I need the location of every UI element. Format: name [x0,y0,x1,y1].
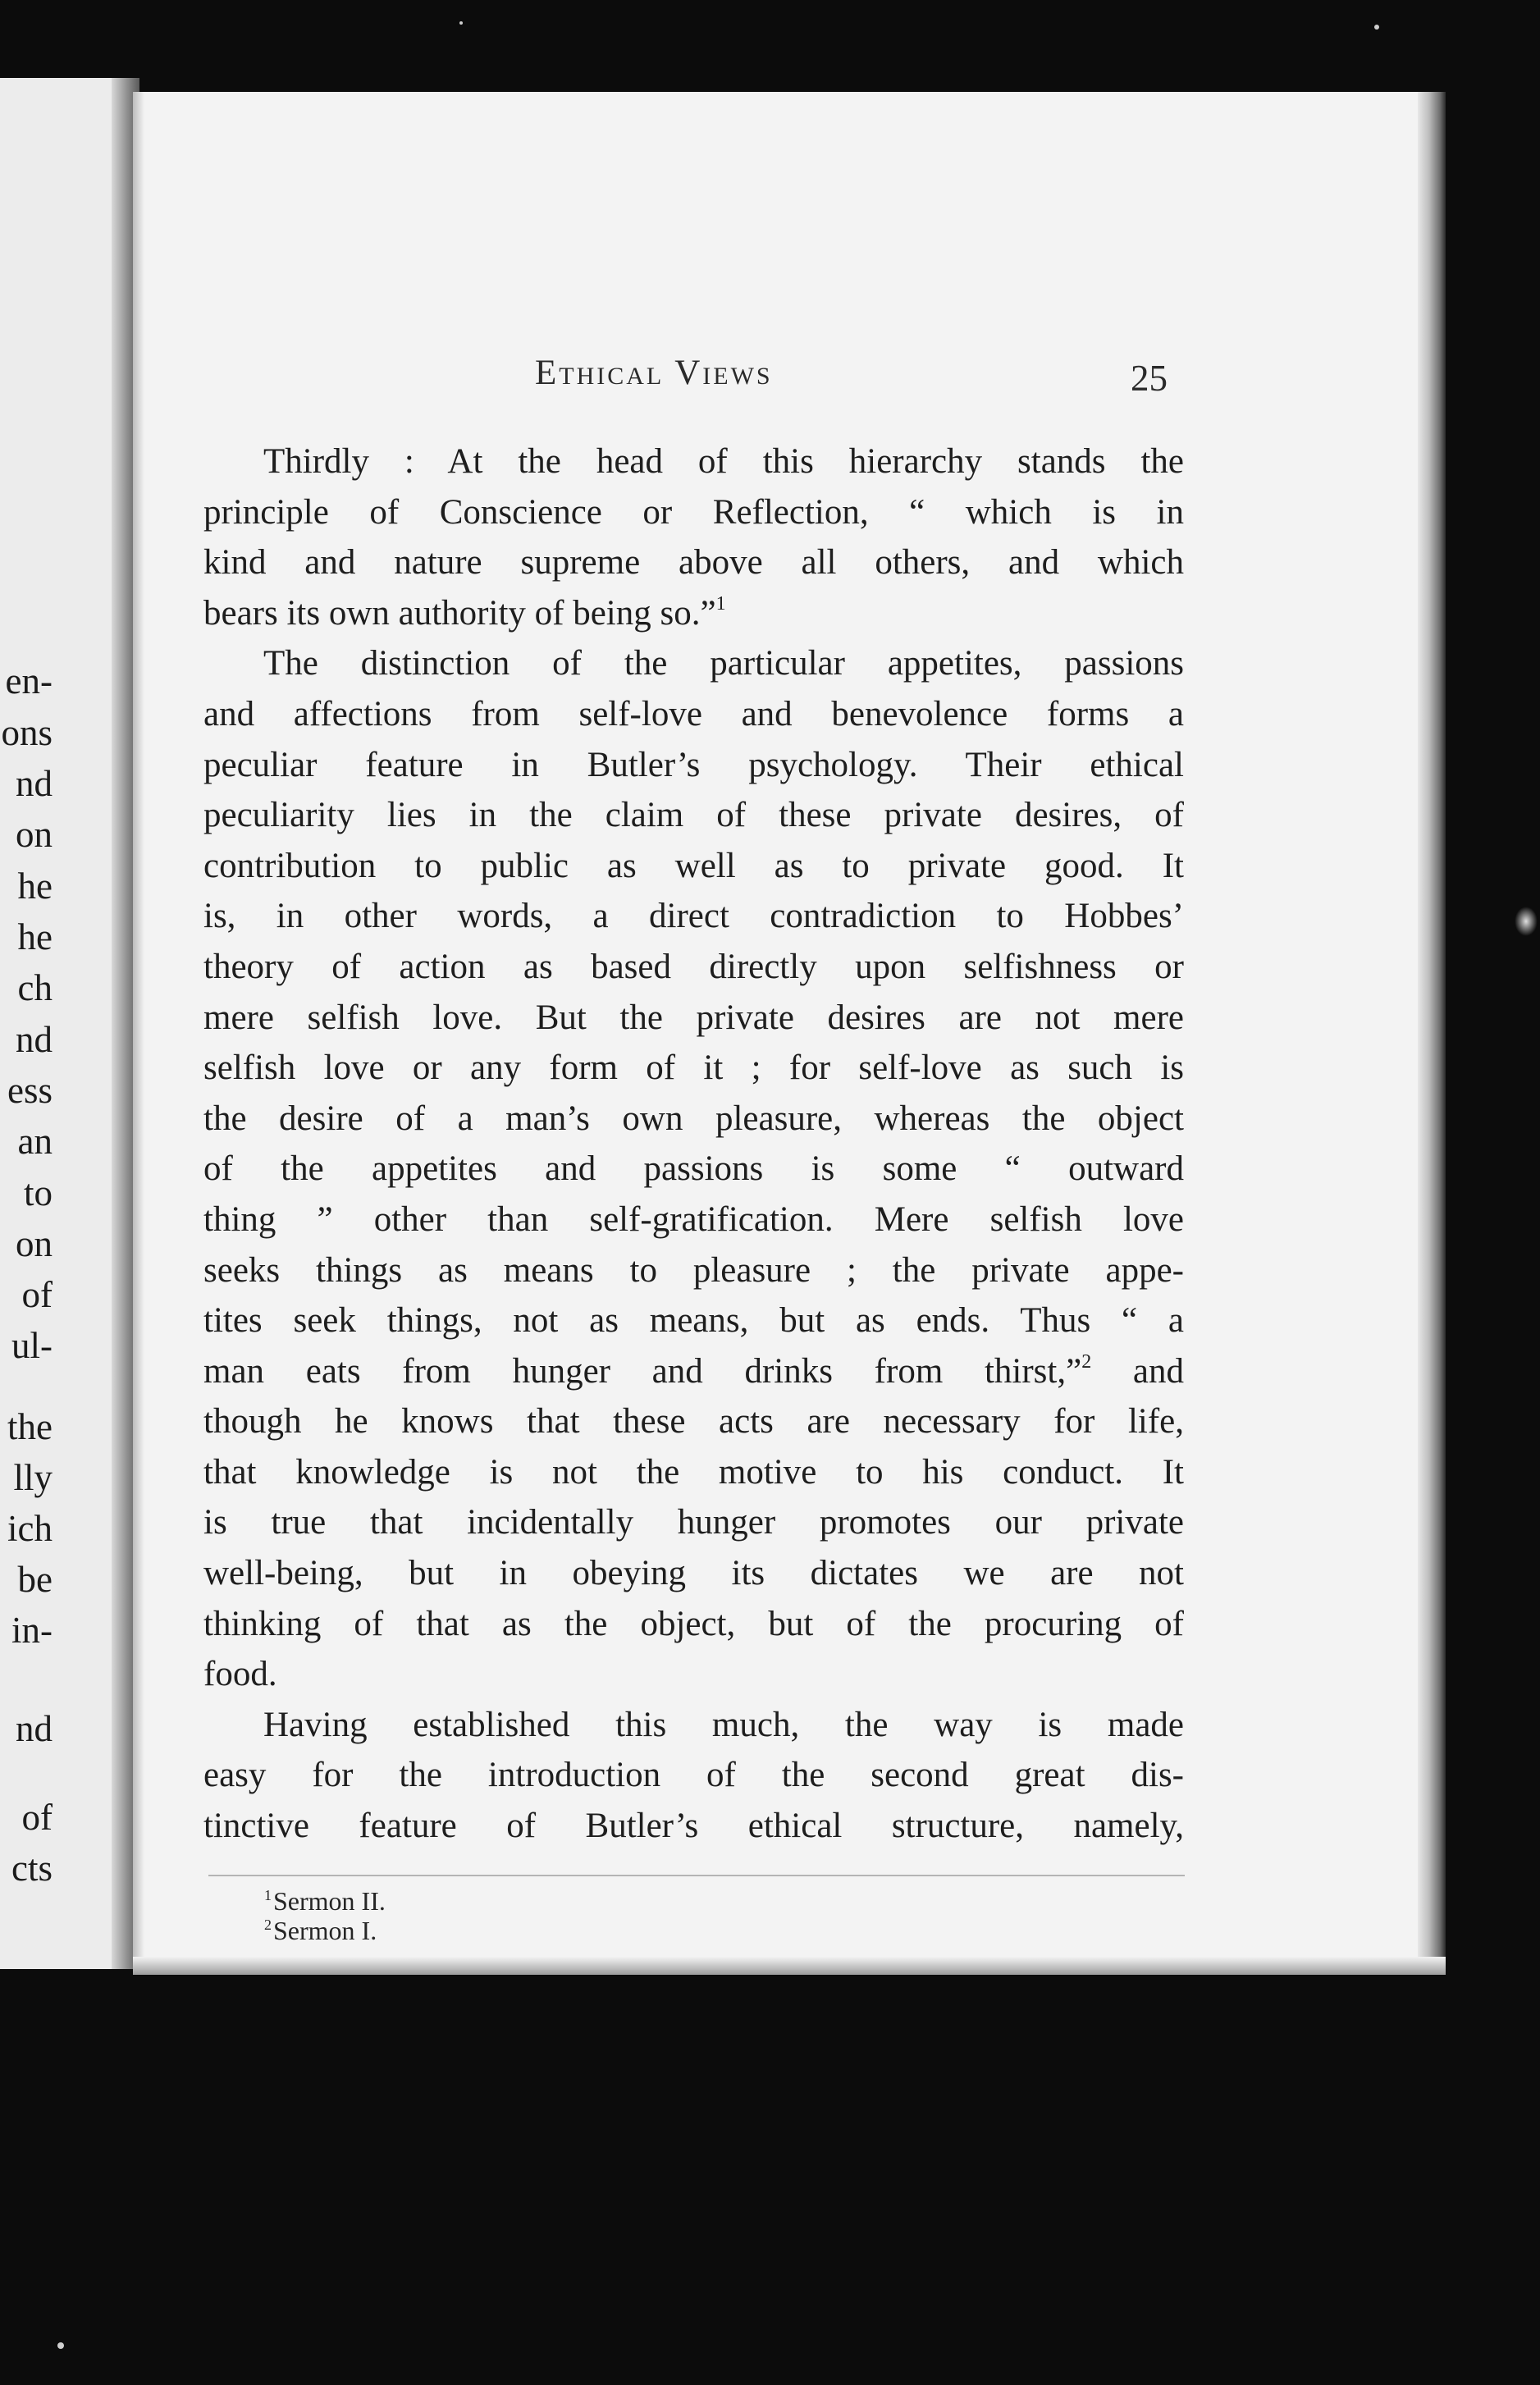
previous-page-text-fragments [0,78,115,1969]
running-head [133,353,1446,410]
text-line: contribution to public as well as to private good. It [203,846,1184,885]
text-line: the desire of a man’s own pleasure, whereas the object [203,1099,1184,1138]
previous-page-fragment: to [23,1172,53,1213]
running-title: Ethical Views [535,354,773,392]
previous-page-fragment: be [17,1559,53,1600]
text-line-content: man eats from hunger and drinks from thirst,” [203,1351,1082,1391]
previous-page-edge [0,78,139,1969]
text-line-content: bears its own authority of being so.” [203,593,716,633]
previous-page-fragment: ess [7,1070,53,1111]
previous-page-fragment: nd [16,1708,53,1749]
text-line: food. [203,1655,277,1694]
previous-page-fragment: ch [17,967,53,1008]
previous-page-fragment: cts [11,1848,53,1889]
text-line [203,588,1184,639]
text-line: Having established this much, the way is made [263,1705,1184,1744]
footnote-rule [208,1875,1185,1876]
book-page [133,92,1446,1975]
footnote-mark: 2 [264,1917,272,1933]
previous-page-fragment: of [21,1274,53,1315]
text-line: and affections from self-love and benevolence forms a [203,694,1184,733]
text-line: thing ” other than self-gratification. Mere selfish love [203,1199,1184,1239]
text-line: is, in other words, a direct contradiction to Hobbes’ [203,897,1184,936]
text-line: tinctive feature of Butler’s ethical structure, namely, [203,1807,1184,1846]
previous-page-fragment: lly [13,1457,53,1498]
text-line: Thirdly : At the head of this hierarchy stands the [263,442,1184,481]
text-line [203,1346,1184,1397]
text-line: well-being, but in obeying its dictates we are not [203,1554,1184,1593]
footnote [264,1916,386,1945]
footnotes [264,1886,386,1945]
previous-page-fragment: ul- [11,1325,53,1366]
page-bottom-edge [133,1957,1446,1975]
footnote-reference: 2 [1081,1350,1092,1373]
footnote-mark: 1 [264,1887,272,1903]
paragraph [203,638,1184,1699]
previous-page-fragment: nd [16,1019,53,1060]
footnote-text: Sermon II. [273,1886,386,1916]
previous-page-fragment: ons [1,712,53,753]
text-line: seeks things as means to pleasure ; the private appe- [203,1250,1184,1290]
text-line: principle of Conscience or Reflection, “ which is in [203,492,1184,532]
previous-page-fragment: he [17,916,53,957]
previous-page-fragment: of [21,1797,53,1838]
previous-page-fragment: en- [5,660,53,701]
previous-page-fragment: the [7,1406,53,1447]
previous-page-fragment: nd [16,763,53,804]
text-line: selfish love or any form of it ; for self-love as such is [203,1049,1184,1088]
scan-speck [459,21,463,25]
previous-page-fragment: on [16,814,53,855]
text-line: is true that incidentally hunger promotes our private [203,1503,1184,1542]
text-line-continuation: and [1091,1351,1184,1391]
footnote [264,1886,386,1916]
text-line: The distinction of the particular appetites, passions [263,644,1184,683]
footnote-text: Sermon I. [273,1916,377,1945]
scan-speck [1515,907,1538,936]
previous-page-fragment: in- [11,1610,53,1651]
previous-page-fragment: an [17,1121,53,1162]
text-line: that knowledge is not the motive to his conduct. It [203,1452,1184,1492]
paragraph [203,1700,1184,1852]
text-line: thinking of that as the object, but of the procuring of [203,1604,1184,1643]
text-line: of the appetites and passions is some “ outward [203,1149,1184,1189]
text-line: peculiar feature in Butler’s psychology. Their ethical [203,745,1184,784]
text-line: tites seek things, not as means, but as ends. Thus “ a [203,1301,1184,1341]
previous-page-fragment: ich [7,1508,53,1549]
text-line: mere selfish love. But the private desires are not mere [203,998,1184,1037]
scan-speck [1374,25,1379,30]
previous-page-fragment: on [16,1223,53,1264]
text-line: peculiarity lies in the claim of these private desires, of [203,796,1184,835]
text-line: theory of action as based directly upon selfishness or [203,947,1184,986]
scan-speck [57,2342,64,2349]
body-text [203,436,1184,1852]
text-line: kind and nature supreme above all others, and which [203,543,1184,583]
paragraph [203,436,1184,638]
footnote-reference: 1 [715,592,726,615]
text-line: easy for the introduction of the second great dis- [203,1756,1184,1795]
page-number: 25 [1131,358,1168,399]
text-line: though he knows that these acts are necessary for life, [203,1402,1184,1442]
previous-page-fragment: he [17,866,53,907]
